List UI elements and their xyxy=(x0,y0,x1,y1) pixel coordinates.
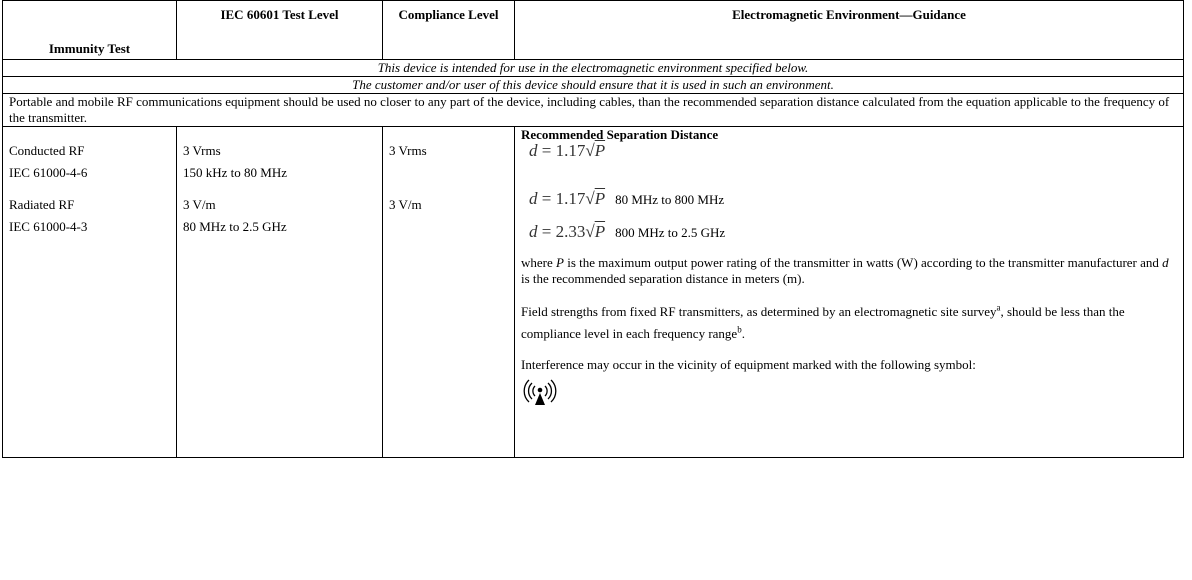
compliance-value: 3 V/m xyxy=(389,197,422,212)
intro-cell xyxy=(3,60,1184,94)
immunity-test-cell xyxy=(3,127,177,458)
compliance-value: 3 Vrms xyxy=(389,143,427,158)
test-range: 80 MHz to 2.5 GHz xyxy=(183,219,287,234)
test-name: Radiated RF xyxy=(9,197,75,212)
note-row xyxy=(3,94,1184,127)
compliance-cell xyxy=(383,127,515,458)
intro-line-1: This device is intended for use in the electromagnetic environment specified below. xyxy=(377,60,809,75)
header-iec-test-level: IEC 60601 Test Level xyxy=(177,1,383,60)
test-level: 3 V/m xyxy=(183,197,216,212)
separation-distance-title: Recommended Separation Distance xyxy=(521,127,719,142)
body-row xyxy=(3,127,1184,458)
formula-conducted: d = 1.17√P xyxy=(529,141,606,160)
test-level: 3 Vrms xyxy=(183,143,221,158)
formula-800mhz-2-5ghz: d = 2.33√P 800 MHz to 2.5 GHz xyxy=(529,222,726,241)
iec-level-cell xyxy=(177,127,383,458)
test-range: 150 kHz to 80 MHz xyxy=(183,165,287,180)
intro-row xyxy=(3,60,1184,94)
rf-warning-icon xyxy=(523,377,557,407)
header-immunity-test: Immunity Test xyxy=(3,1,177,60)
emc-immunity-table xyxy=(2,0,1184,458)
formula-80-800mhz: d = 1.17√P 80 MHz to 800 MHz xyxy=(529,189,725,208)
note-cell: Portable and mobile RF communications equipment should be used no closer to any part of the device, including cables, than the recommended separation distance calculated from the equation applicable to the frequency of the transmitter. xyxy=(3,94,1184,127)
interference-paragraph: Interference may occur in the vicinity of equipment marked with the following symbol: xyxy=(521,357,976,372)
header-guidance: Electromagnetic Environment—Guidance xyxy=(515,1,1184,60)
guidance-cell xyxy=(515,127,1184,458)
test-name: Conducted RF xyxy=(9,143,85,158)
header-compliance-level: Compliance Level xyxy=(383,1,515,60)
test-standard: IEC 61000-4-6 xyxy=(9,165,88,180)
where-paragraph: where P is the maximum output power rating of the transmitter in watts (W) according to the transmitter manufacturer and d is the recommended separation distance in meters (m). xyxy=(521,255,1169,286)
intro-line-2: The customer and/or user of this device should ensure that it is used in such an environment. xyxy=(3,76,1183,93)
field-strength-paragraph: Field strengths from fixed RF transmitters, as determined by an electromagnetic site survey$^a$, should be less than the compliance level in each frequency range$^b$. xyxy=(521,302,1125,341)
rf-radiation-symbol xyxy=(523,377,557,407)
test-standard: IEC 61000-4-3 xyxy=(9,219,88,234)
header-row xyxy=(3,1,1184,60)
